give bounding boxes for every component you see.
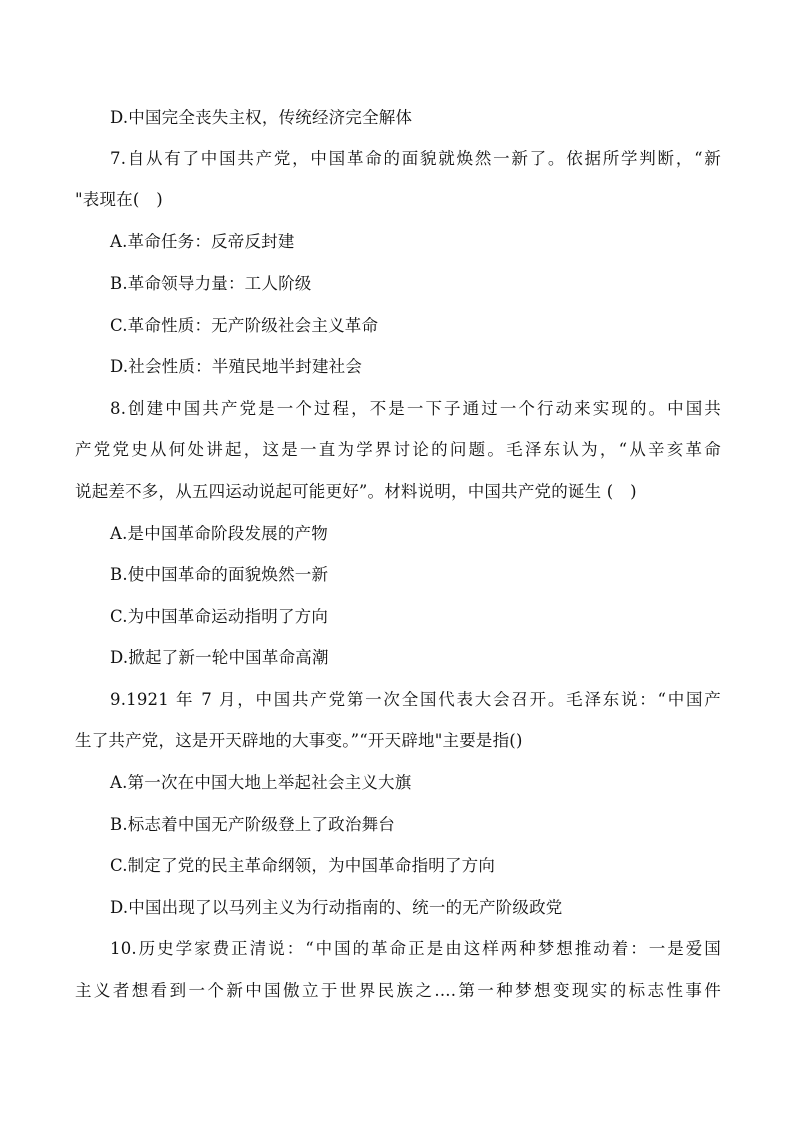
q7-option-b: B.革命领导力量：工人阶级 bbox=[110, 274, 312, 293]
q7-stem-line1: 7.自从有了中国共产党，中国革命的面貌就焕然一新了。依据所学判断，“新 bbox=[110, 149, 721, 168]
q9-option-b: B.标志着中国无产阶级登上了政治舞台 bbox=[110, 815, 395, 834]
q8-option-c: C.为中国革命运动指明了方向 bbox=[110, 607, 329, 626]
q9-option-c: C.制定了党的民主革命纲领，为中国革命指明了方向 bbox=[110, 856, 496, 875]
q8-stem-line1: 8.创建中国共产党是一个过程，不是一下子通过一个行动来实现的。中国共 bbox=[110, 399, 721, 418]
q7-stem-line2: "表现在( ) bbox=[75, 190, 163, 209]
q8-option-b: B.使中国革命的面貌焕然一新 bbox=[110, 565, 329, 584]
q10-stem-line1: 10.历史学家费正清说：“中国的革命正是由这样两种梦想推动着：一是爱国 bbox=[110, 939, 721, 958]
q10-stem-line2: 主义者想看到一个新中国傲立于世界民族之....第一种梦想变现实的标志性事件 bbox=[75, 981, 721, 1000]
q7-option-a: A.革命任务：反帝反封建 bbox=[110, 232, 295, 251]
q8-stem-line3: 说起差不多，从五四运动说起可能更好”。材料说明，中国共产党的诞生 ( ) bbox=[75, 482, 637, 501]
q9-option-a: A.第一次在中国大地上举起社会主义大旗 bbox=[110, 773, 412, 792]
q9-stem-line1: 9.1921 年 7 月，中国共产党第一次全国代表大会召开。毛泽东说：“中国产 bbox=[110, 690, 721, 709]
q8-stem-line2: 产党党史从何处讲起，这是一直为学界讨论的问题。毛泽东认为，“从辛亥革命 bbox=[75, 440, 721, 459]
q9-option-d: D.中国出现了以马列主义为行动指南的、统一的无产阶级政党 bbox=[110, 898, 563, 917]
q7-option-d: D.社会性质：半殖民地半封建社会 bbox=[110, 357, 363, 376]
q9-stem-line2: 生了共产党，这是开天辟地的大事变。”“开天辟地"主要是指() bbox=[75, 731, 523, 750]
q7-option-c: C.革命性质：无产阶级社会主义革命 bbox=[110, 316, 379, 335]
q6-option-d: D.中国完全丧失主权，传统经济完全解体 bbox=[110, 108, 413, 127]
q8-option-a: A.是中国革命阶段发展的产物 bbox=[110, 524, 328, 543]
q8-option-d: D.掀起了新一轮中国革命高潮 bbox=[110, 648, 329, 667]
